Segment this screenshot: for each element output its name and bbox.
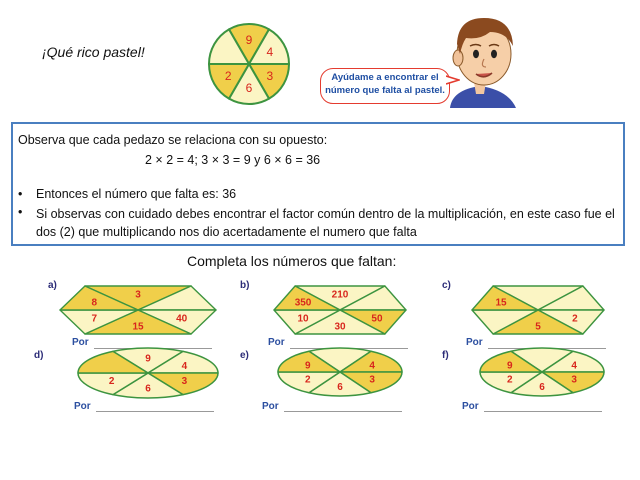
por-label: Por: [74, 401, 91, 412]
exercise-slice-number: 350: [294, 297, 312, 309]
exercise-f-pie: [478, 346, 606, 398]
por-label: Por: [466, 337, 483, 348]
exercise-d-pie: [76, 346, 220, 400]
exercise-slice-number: 6: [539, 381, 545, 393]
exercise-slice-number: 50: [371, 313, 383, 325]
exercise-slice-number: 9: [145, 353, 151, 365]
page-heading: ¡Qué rico pastel!: [42, 44, 145, 60]
speech-bubble-line1: Ayúdame a encontrar el: [331, 72, 439, 83]
exercise-label: f): [442, 350, 449, 361]
exercise-b-hexagon: [272, 284, 408, 336]
answer-line[interactable]: [484, 411, 602, 412]
exercise-slice-number: 40: [176, 313, 188, 325]
exercise-slice-number: 9: [507, 360, 513, 372]
exercise-c-hexagon: [470, 284, 606, 336]
exercise-slice-number: 2: [572, 313, 578, 325]
exercise-slice-number: 6: [145, 383, 151, 395]
example-pie-slice-number: 6: [245, 81, 253, 96]
exercise-slice-number: 15: [495, 297, 507, 309]
exercise-slice-number: 2: [507, 374, 513, 386]
exercise-slice-number: 4: [571, 360, 577, 372]
exercise-title: Completa los números que faltan:: [187, 253, 397, 269]
example-pie-slice-number: 3: [266, 69, 274, 84]
exercise-slice-number: 4: [181, 361, 188, 372]
exercise-slice-number: 210: [331, 289, 349, 301]
exercise-slice-number: 5: [535, 321, 541, 333]
exercise-label: d): [34, 350, 44, 361]
answer-line[interactable]: [284, 411, 402, 412]
exercise-slice-number: 30: [334, 321, 346, 333]
exercise-slice-number: 3: [369, 374, 375, 386]
exercise-label: b): [240, 280, 250, 291]
exercise-slice-number: 2: [108, 376, 115, 387]
exercise-slice-number: 15: [132, 321, 144, 333]
explanation-equations: 2 × 2 = 4; 3 × 3 = 9 y 6 × 6 = 36: [145, 153, 321, 167]
explanation-bullet1: Entonces el número que falta es: 36: [36, 187, 237, 201]
bullet-dot: •: [18, 205, 23, 219]
exercise-slice-number: 3: [571, 374, 577, 386]
por-label: Por: [72, 337, 89, 348]
por-label: Por: [462, 401, 479, 412]
exercise-slice-number: 6: [337, 381, 343, 393]
exercise-slice-number: 3: [135, 289, 141, 301]
exercise-slice-number: 10: [297, 313, 309, 325]
exercise-a-hexagon: [58, 284, 218, 336]
example-pie-slice-number: 2: [224, 69, 232, 84]
exercise-slice-number: 8: [91, 297, 98, 309]
exercise-slice-number: 7: [91, 313, 98, 325]
example-pie-slice-number: 9: [245, 33, 253, 48]
example-pie: [205, 20, 293, 108]
exercise-slice-number: 9: [305, 360, 311, 372]
por-label: Por: [268, 337, 285, 348]
exercise-e-pie: [276, 346, 404, 398]
exercise-label: c): [442, 280, 451, 291]
exercise-slice-number: 4: [369, 360, 375, 372]
answer-line[interactable]: [96, 411, 214, 412]
boy-eye-right: [491, 50, 497, 58]
boy-illustration: [440, 4, 530, 108]
exercise-label: e): [240, 350, 249, 361]
explanation-bullet2: Si observas con cuidado debes encontrar el factor común dentro de la multiplicación, en este caso fue el dos (2) que multiplicando nos dio acertadamente el numero que falta: [36, 207, 615, 239]
bullet-dot: •: [18, 187, 23, 201]
speech-bubble-line2: número que falta al pastel.: [325, 85, 445, 96]
exercise-slice-number: 2: [305, 374, 311, 386]
boy-ear: [453, 50, 463, 66]
boy-eye-left: [473, 50, 479, 58]
speech-bubble-text: [320, 71, 450, 97]
exercise-slice-number: 3: [181, 376, 188, 387]
explanation-line1: Observa que cada pedazo se relaciona con su opuesto:: [18, 133, 328, 147]
example-pie-slice-number: 4: [266, 45, 274, 60]
por-label: Por: [262, 401, 279, 412]
exercise-label: a): [48, 280, 57, 291]
